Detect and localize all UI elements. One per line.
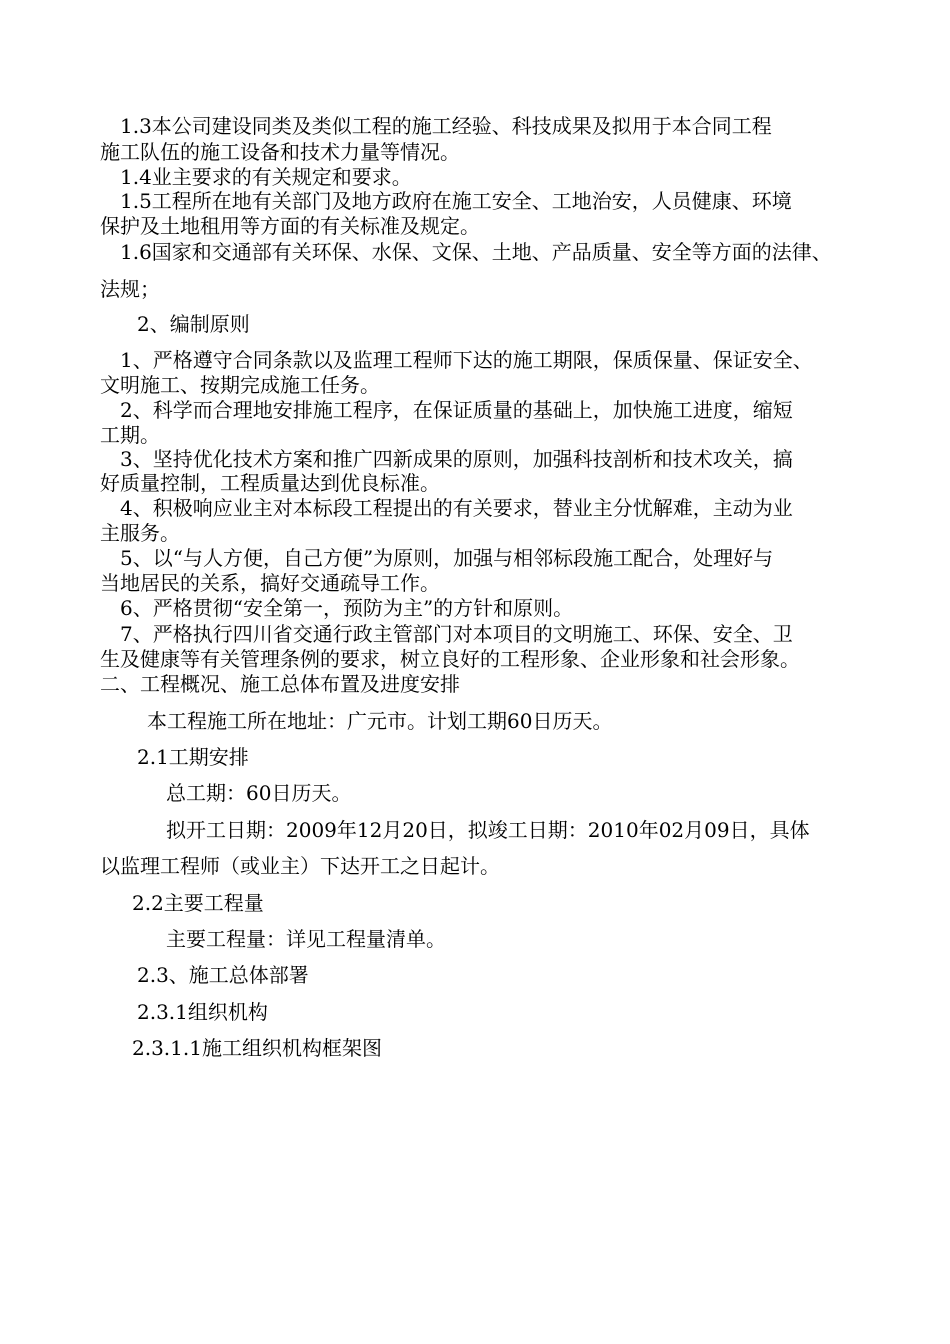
- text-line: 好质量控制，工程质量达到优良标准。: [100, 471, 440, 495]
- chapter-heading: 二、工程概况、施工总体布置及进度安排: [100, 672, 460, 696]
- text-line: 6、严格贯彻“安全第一，预防为主”的方针和原则。: [120, 596, 574, 620]
- text-line: 总工期：60日历天。: [166, 781, 352, 805]
- text-line: 4、积极响应业主对本标段工程提出的有关要求，替业主分忧解难，主动为业: [120, 496, 793, 520]
- section-heading: 2.2主要工程量: [132, 891, 264, 915]
- text-line: 法规；: [100, 277, 160, 301]
- text-line: 生及健康等有关管理条例的要求，树立良好的工程形象、企业形象和社会形象。: [100, 647, 800, 671]
- text-line: 当地居民的关系，搞好交通疏导工作。: [100, 571, 440, 595]
- text-line: 文明施工、按期完成施工任务。: [100, 373, 380, 397]
- subsection-heading: 2.3.1.1施工组织机构框架图: [132, 1036, 382, 1060]
- text-line: 3、坚持优化技术方案和推广四新成果的原则，加强科技剖析和技术攻关，搞: [120, 447, 793, 471]
- text-line: 工期。: [100, 423, 160, 447]
- text-line: 拟开工日期：2009年12月20日，拟竣工日期：2010年02月09日，具体: [166, 818, 810, 842]
- text-line: 1.4业主要求的有关规定和要求。: [120, 165, 412, 189]
- text-line: 保护及土地租用等方面的有关标准及规定。: [100, 214, 480, 238]
- subsection-heading: 2.3.1组织机构: [137, 1000, 268, 1024]
- text-line: 1.6国家和交通部有关环保、水保、文保、土地、产品质量、安全等方面的法律、: [120, 240, 832, 264]
- text-line: 2、科学而合理地安排施工程序，在保证质量的基础上，加快施工进度，缩短: [120, 398, 793, 422]
- text-line: 本工程施工所在地址：广元市。计划工期60日历天。: [147, 709, 613, 733]
- text-line: 以监理工程师（或业主）下达开工之日起计。: [100, 854, 500, 878]
- text-line: 施工队伍的施工设备和技术力量等情况。: [100, 140, 460, 164]
- section-heading: 2.1工期安排: [137, 745, 249, 769]
- section-heading: 2、编制原则: [137, 312, 250, 336]
- text-line: 5、以“与人方便，自己方便”为原则，加强与相邻标段施工配合，处理好与: [120, 546, 774, 570]
- section-heading: 2.3、施工总体部署: [137, 963, 309, 987]
- text-line: 1.3本公司建设同类及类似工程的施工经验、科技成果及拟用于本合同工程: [120, 114, 772, 138]
- text-line: 主服务。: [100, 521, 180, 545]
- text-line: 主要工程量：详见工程量清单。: [166, 927, 446, 951]
- text-line: 1.5工程所在地有关部门及地方政府在施工安全、工地治安，人员健康、环境: [120, 189, 792, 213]
- text-line: 1、严格遵守合同条款以及监理工程师下达的施工期限，保质保量、保证安全、: [120, 348, 813, 372]
- text-line: 7、严格执行四川省交通行政主管部门对本项目的文明施工、环保、安全、卫: [120, 622, 793, 646]
